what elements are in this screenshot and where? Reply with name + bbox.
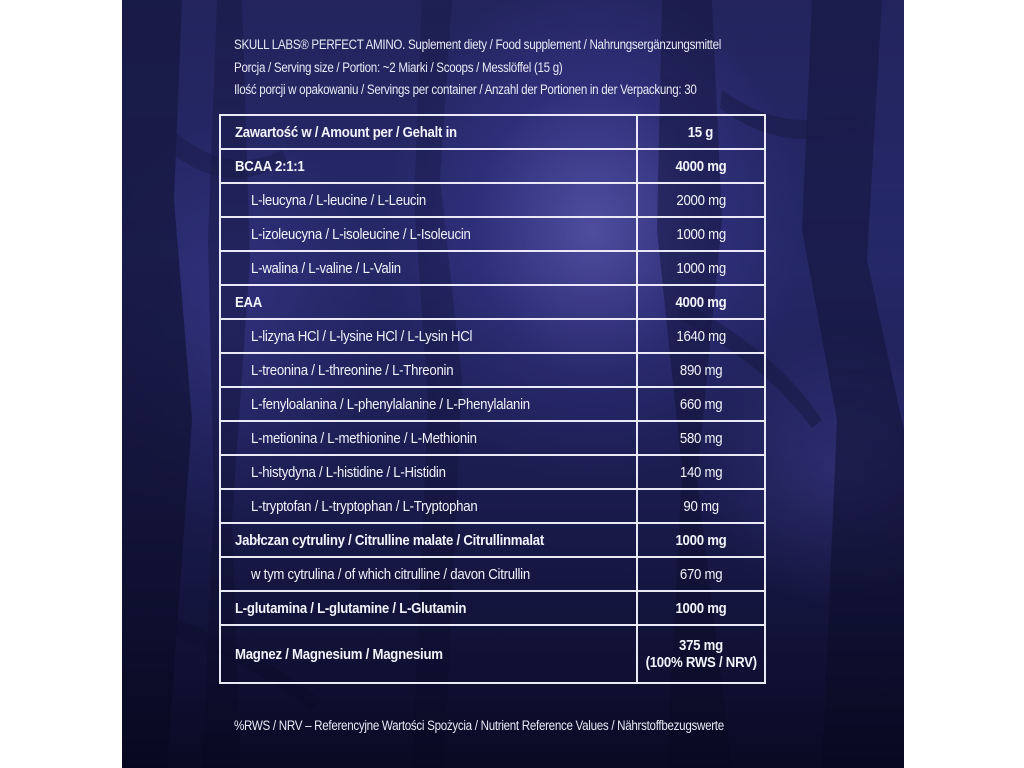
row-name: L-leucyna / L-leucine / L-Leucin (220, 183, 637, 217)
table-row (220, 591, 765, 625)
row-name: Jabłczan cytruliny / Citrulline malate / Citrullinmalat (220, 523, 637, 557)
table-row (220, 489, 765, 523)
row-name: L-fenyloalanina / L-phenylalanine / L-Phenylalanin (220, 387, 637, 421)
product-info-header (234, 34, 784, 102)
row-name: L-treonina / L-threonine / L-Threonin (220, 353, 637, 387)
table-row (220, 421, 765, 455)
product-title-line: SKULL LABS® PERFECT AMINO. Suplement diety / Food supplement / Nahrungsergänzungsmittel (234, 37, 722, 52)
table-header-row (220, 115, 765, 149)
row-amount: 580 mg (637, 421, 765, 455)
row-amount: 1000 mg (637, 591, 765, 625)
table-row (220, 523, 765, 557)
row-amount: 4000 mg (637, 149, 765, 183)
row-amount: 1640 mg (637, 319, 765, 353)
row-amount: 375 mg (100% RWS / NRV) (637, 625, 765, 683)
table-row (220, 319, 765, 353)
table-row (220, 149, 765, 183)
row-name: L-metionina / L-methionine / L-Methionin (220, 421, 637, 455)
row-amount: 140 mg (637, 455, 765, 489)
row-name: L-lizyna HCl / L-lysine HCl / L-Lysin HCl (220, 319, 637, 353)
table-row (220, 183, 765, 217)
row-amount: 660 mg (637, 387, 765, 421)
table-header-amount: 15 g (637, 115, 765, 149)
table-row (220, 217, 765, 251)
table-header-name: Zawartość w / Amount per / Gehalt in (220, 115, 637, 149)
row-amount: 1000 mg (637, 217, 765, 251)
table-row (220, 455, 765, 489)
row-amount: 670 mg (637, 557, 765, 591)
servings-per-container-line: Ilość porcji w opakowaniu / Servings per container / Anzahl der Portionen in der Verpackung: 30 (234, 82, 697, 97)
table-row (220, 251, 765, 285)
row-name: BCAA 2:1:1 (220, 149, 637, 183)
row-amount: 4000 mg (637, 285, 765, 319)
table-row (220, 625, 765, 683)
row-name: L-histydyna / L-histidine / L-Histidin (220, 455, 637, 489)
row-amount: 1000 mg (637, 251, 765, 285)
label-panel (122, 0, 904, 768)
row-name: L-tryptofan / L-tryptophan / L-Tryptophan (220, 489, 637, 523)
table-row (220, 557, 765, 591)
nutrition-table (219, 114, 766, 684)
table-row (220, 387, 765, 421)
row-amount: 90 mg (637, 489, 765, 523)
row-name: w tym cytrulina / of which citrulline / davon Citrullin (220, 557, 637, 591)
serving-size-line: Porcja / Serving size / Portion: ~2 Miarki / Scoops / Messlöffel (15 g) (234, 59, 563, 75)
row-amount: 1000 mg (637, 523, 765, 557)
row-name: Magnez / Magnesium / Magnesium (220, 625, 637, 683)
table-row (220, 285, 765, 319)
row-name: L-glutamina / L-glutamine / L-Glutamin (220, 591, 637, 625)
table-row (220, 353, 765, 387)
nrv-footnote: %RWS / NRV – Referencyjne Wartości Spożycia / Nutrient Reference Values / Nährstoffbezugswerte (234, 718, 724, 733)
row-amount: 2000 mg (637, 183, 765, 217)
row-amount: 890 mg (637, 353, 765, 387)
row-name: EAA (220, 285, 637, 319)
row-name: L-walina / L-valine / L-Valin (220, 251, 637, 285)
row-name: L-izoleucyna / L-isoleucine / L-Isoleucin (220, 217, 637, 251)
